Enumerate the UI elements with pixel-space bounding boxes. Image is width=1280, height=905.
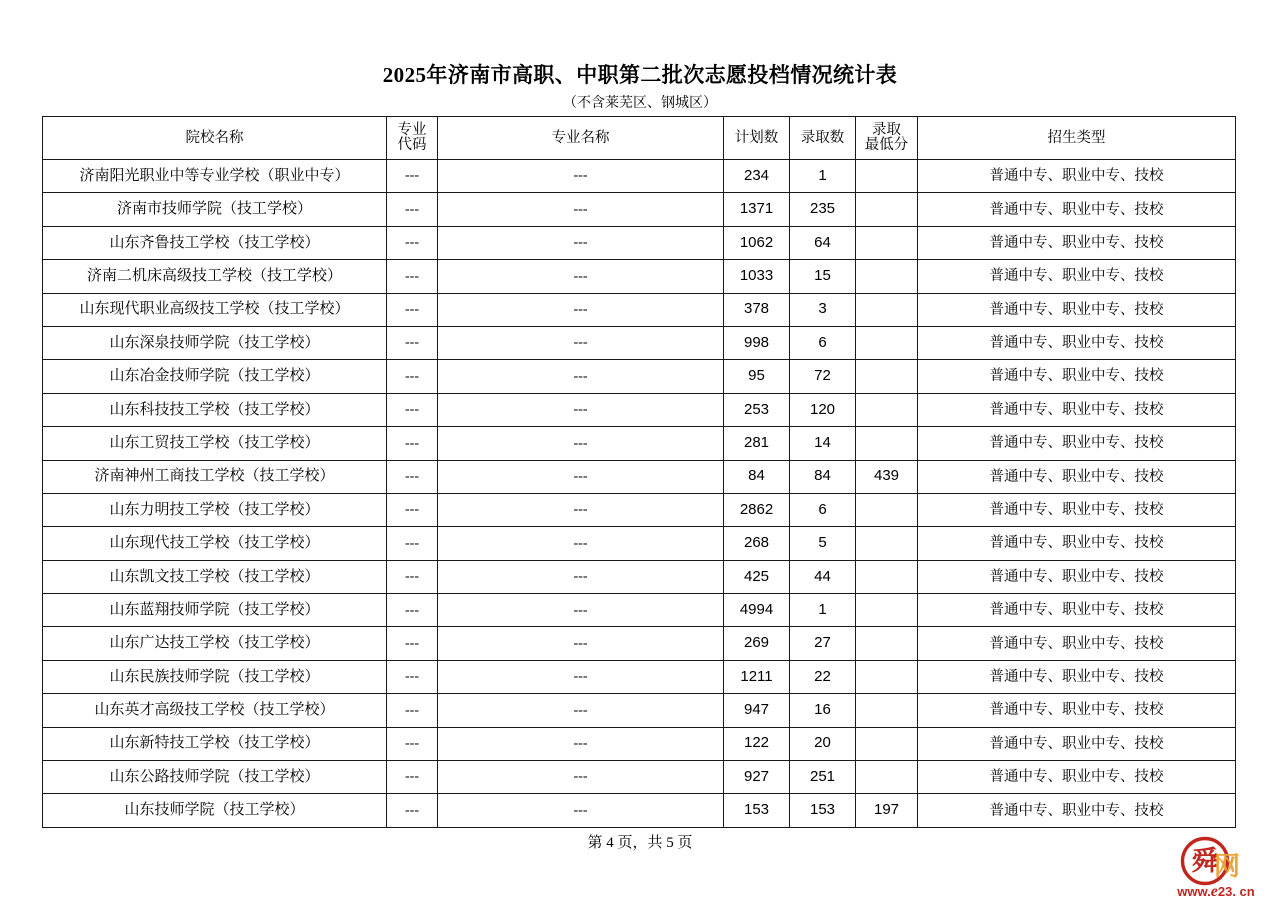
cell-min-score <box>856 193 918 226</box>
cell-school: 济南二机床高级技工学校（技工学校） <box>43 260 387 293</box>
cell-major-name: --- <box>438 794 724 827</box>
cell-min-score <box>856 360 918 393</box>
table-row <box>43 694 1236 727</box>
cell-major-code: --- <box>387 727 438 760</box>
cell-major-code: --- <box>387 360 438 393</box>
cell-min-score <box>856 160 918 193</box>
cell-school: 山东蓝翔技师学院（技工学校） <box>43 594 387 627</box>
cell-adm-type: 普通中专、职业中专、技校 <box>918 660 1236 693</box>
cell-major-name: --- <box>438 260 724 293</box>
column-header-adm-type: 招生类型 <box>918 117 1236 160</box>
cell-school: 山东公路技师学院（技工学校） <box>43 761 387 794</box>
table-row <box>43 393 1236 426</box>
table-row <box>43 427 1236 460</box>
cell-min-score <box>856 393 918 426</box>
cell-admitted: 72 <box>790 360 856 393</box>
cell-min-score <box>856 560 918 593</box>
cell-admitted: 27 <box>790 627 856 660</box>
cell-school: 济南神州工商技工学校（技工学校） <box>43 460 387 493</box>
cell-min-score <box>856 594 918 627</box>
cell-major-name: --- <box>438 226 724 259</box>
table-header-row <box>43 117 1236 160</box>
cell-adm-type: 普通中专、职业中专、技校 <box>918 326 1236 359</box>
cell-admitted: 120 <box>790 393 856 426</box>
table-row <box>43 360 1236 393</box>
cell-major-name: --- <box>438 761 724 794</box>
statistics-table <box>42 116 1236 828</box>
cell-major-name: --- <box>438 660 724 693</box>
website-url <box>1162 883 1270 901</box>
cell-school: 山东新特技工学校（技工学校） <box>43 727 387 760</box>
net-character: 网 <box>1214 852 1241 881</box>
table-row <box>43 326 1236 359</box>
table-row <box>43 193 1236 226</box>
cell-min-score <box>856 493 918 526</box>
cell-plan: 269 <box>724 627 790 660</box>
cell-admitted: 5 <box>790 527 856 560</box>
cell-min-score: 197 <box>856 794 918 827</box>
cell-admitted: 44 <box>790 560 856 593</box>
cell-admitted: 16 <box>790 694 856 727</box>
cell-plan: 281 <box>724 427 790 460</box>
cell-plan: 95 <box>724 360 790 393</box>
cell-plan: 2862 <box>724 493 790 526</box>
cell-major-code: --- <box>387 627 438 660</box>
cell-school: 山东民族技师学院（技工学校） <box>43 660 387 693</box>
cell-adm-type: 普通中专、职业中专、技校 <box>918 293 1236 326</box>
table-body <box>43 160 1236 828</box>
column-header-min-score <box>856 117 918 160</box>
cell-school: 山东科技技工学校（技工学校） <box>43 393 387 426</box>
cell-major-code: --- <box>387 260 438 293</box>
cell-major-code: --- <box>387 694 438 727</box>
cell-major-name: --- <box>438 427 724 460</box>
cell-plan: 4994 <box>724 594 790 627</box>
cell-plan: 84 <box>724 460 790 493</box>
site-watermark-logo <box>1162 836 1270 902</box>
cell-school: 山东广达技工学校（技工学校） <box>43 627 387 660</box>
cell-adm-type: 普通中专、职业中专、技校 <box>918 694 1236 727</box>
cell-min-score <box>856 260 918 293</box>
page-title <box>0 60 1280 90</box>
cell-school: 山东现代职业高级技工学校（技工学校） <box>43 293 387 326</box>
cell-major-name: --- <box>438 460 724 493</box>
cell-school: 山东技师学院（技工学校） <box>43 794 387 827</box>
table-row <box>43 560 1236 593</box>
cell-plan: 1062 <box>724 226 790 259</box>
cell-min-score <box>856 226 918 259</box>
table-row <box>43 460 1236 493</box>
cell-min-score <box>856 660 918 693</box>
table-row <box>43 160 1236 193</box>
url-suffix: 23 <box>1217 884 1233 899</box>
table-row <box>43 761 1236 794</box>
cell-plan: 998 <box>724 326 790 359</box>
cell-admitted: 1 <box>790 594 856 627</box>
column-header-major-code-line2: 代码 <box>397 137 427 153</box>
cell-school: 山东齐鲁技工学校（技工学校） <box>43 226 387 259</box>
cell-school: 山东冶金技师学院（技工学校） <box>43 360 387 393</box>
url-prefix: www. <box>1177 884 1211 899</box>
cell-major-name: --- <box>438 493 724 526</box>
cell-major-code: --- <box>387 160 438 193</box>
cell-adm-type: 普通中专、职业中专、技校 <box>918 393 1236 426</box>
cell-school: 山东现代技工学校（技工学校） <box>43 527 387 560</box>
cell-adm-type: 普通中专、职业中专、技校 <box>918 193 1236 226</box>
cell-major-code: --- <box>387 460 438 493</box>
cell-adm-type: 普通中专、职业中专、技校 <box>918 427 1236 460</box>
cell-adm-type: 普通中专、职业中专、技校 <box>918 761 1236 794</box>
cell-min-score <box>856 527 918 560</box>
cell-major-name: --- <box>438 527 724 560</box>
table-row <box>43 627 1236 660</box>
cell-min-score <box>856 326 918 359</box>
cell-admitted: 235 <box>790 193 856 226</box>
cell-admitted: 153 <box>790 794 856 827</box>
cell-admitted: 1 <box>790 160 856 193</box>
table-row <box>43 727 1236 760</box>
cell-major-name: --- <box>438 326 724 359</box>
cell-school: 山东力明技工学校（技工学校） <box>43 493 387 526</box>
cell-school: 山东工贸技工学校（技工学校） <box>43 427 387 460</box>
cell-min-score <box>856 427 918 460</box>
cell-plan: 947 <box>724 694 790 727</box>
cell-plan: 234 <box>724 160 790 193</box>
cell-major-name: --- <box>438 627 724 660</box>
column-header-major-code <box>387 117 438 160</box>
cell-major-code: --- <box>387 293 438 326</box>
cell-major-name: --- <box>438 393 724 426</box>
table-row <box>43 226 1236 259</box>
cell-plan: 1371 <box>724 193 790 226</box>
cell-major-name: --- <box>438 293 724 326</box>
column-header-major-name: 专业名称 <box>438 117 724 160</box>
cell-min-score <box>856 727 918 760</box>
cell-admitted: 64 <box>790 226 856 259</box>
statistics-table-wrapper <box>42 116 1235 828</box>
cell-adm-type: 普通中专、职业中专、技校 <box>918 226 1236 259</box>
column-header-major-code-line1: 专业 <box>397 121 427 138</box>
page-subtitle: （不含莱芜区、钢城区） <box>563 96 717 111</box>
column-header-admitted: 录取数 <box>790 117 856 160</box>
title-text: 年济南市高职、中职第二批次志愿投档情况统计表 <box>426 63 898 87</box>
cell-admitted: 14 <box>790 427 856 460</box>
cell-major-name: --- <box>438 193 724 226</box>
cell-school: 山东深泉技师学院（技工学校） <box>43 326 387 359</box>
page-footer: 第 4 页，共 5 页 <box>587 835 693 851</box>
cell-plan: 122 <box>724 727 790 760</box>
cell-school: 山东英才高级技工学校（技工学校） <box>43 694 387 727</box>
cell-adm-type: 普通中专、职业中专、技校 <box>918 794 1236 827</box>
cell-adm-type: 普通中专、职业中专、技校 <box>918 627 1236 660</box>
cell-major-name: --- <box>438 694 724 727</box>
cell-admitted: 251 <box>790 761 856 794</box>
cell-plan: 1033 <box>724 260 790 293</box>
cell-major-name: --- <box>438 594 724 627</box>
cell-admitted: 6 <box>790 326 856 359</box>
cell-adm-type: 普通中专、职业中专、技校 <box>918 260 1236 293</box>
cell-school: 济南市技师学院（技工学校） <box>43 193 387 226</box>
cell-major-code: --- <box>387 226 438 259</box>
cell-major-code: --- <box>387 326 438 359</box>
cell-major-code: --- <box>387 660 438 693</box>
cell-adm-type: 普通中专、职业中专、技校 <box>918 493 1236 526</box>
table-row <box>43 260 1236 293</box>
cell-major-code: --- <box>387 193 438 226</box>
title-year: 2025 <box>382 63 427 87</box>
cell-plan: 268 <box>724 527 790 560</box>
cell-admitted: 6 <box>790 493 856 526</box>
cell-major-name: --- <box>438 727 724 760</box>
cell-major-code: --- <box>387 594 438 627</box>
cell-major-code: --- <box>387 427 438 460</box>
cell-adm-type: 普通中专、职业中专、技校 <box>918 160 1236 193</box>
cell-plan: 253 <box>724 393 790 426</box>
column-header-plan: 计划数 <box>724 117 790 160</box>
table-row <box>43 660 1236 693</box>
url-tld: . cn <box>1232 884 1255 899</box>
cell-min-score <box>856 694 918 727</box>
cell-adm-type: 普通中专、职业中专、技校 <box>918 527 1236 560</box>
cell-plan: 927 <box>724 761 790 794</box>
cell-admitted: 3 <box>790 293 856 326</box>
cell-adm-type: 普通中专、职业中专、技校 <box>918 360 1236 393</box>
cell-major-code: --- <box>387 393 438 426</box>
table-row <box>43 794 1236 827</box>
cell-major-name: --- <box>438 360 724 393</box>
cell-admitted: 15 <box>790 260 856 293</box>
cell-major-code: --- <box>387 794 438 827</box>
cell-major-name: --- <box>438 160 724 193</box>
cell-min-score <box>856 761 918 794</box>
table-header <box>43 117 1236 160</box>
cell-adm-type: 普通中专、职业中专、技校 <box>918 460 1236 493</box>
cell-major-code: --- <box>387 493 438 526</box>
cell-min-score <box>856 293 918 326</box>
cell-plan: 153 <box>724 794 790 827</box>
table-row <box>43 493 1236 526</box>
column-header-school: 院校名称 <box>43 117 387 160</box>
cell-plan: 378 <box>724 293 790 326</box>
cell-adm-type: 普通中专、职业中专、技校 <box>918 560 1236 593</box>
table-row <box>43 594 1236 627</box>
cell-plan: 425 <box>724 560 790 593</box>
cell-adm-type: 普通中专、职业中专、技校 <box>918 727 1236 760</box>
cell-major-code: --- <box>387 527 438 560</box>
cell-major-code: --- <box>387 560 438 593</box>
svg-text:舜: 舜 <box>1191 846 1219 876</box>
cell-min-score: 439 <box>856 460 918 493</box>
cell-plan: 1211 <box>724 660 790 693</box>
cell-admitted: 84 <box>790 460 856 493</box>
cell-school: 山东凯文技工学校（技工学校） <box>43 560 387 593</box>
cell-adm-type: 普通中专、职业中专、技校 <box>918 594 1236 627</box>
cell-major-code: --- <box>387 761 438 794</box>
cell-min-score <box>856 627 918 660</box>
column-header-min-score-line2: 最低分 <box>864 137 909 153</box>
cell-admitted: 22 <box>790 660 856 693</box>
table-row <box>43 527 1236 560</box>
cell-admitted: 20 <box>790 727 856 760</box>
table-row <box>43 293 1236 326</box>
column-header-min-score-line1: 录取 <box>872 121 901 138</box>
cell-major-name: --- <box>438 560 724 593</box>
cell-school: 济南阳光职业中等专业学校（职业中专） <box>43 160 387 193</box>
url-e: e <box>1210 883 1218 900</box>
